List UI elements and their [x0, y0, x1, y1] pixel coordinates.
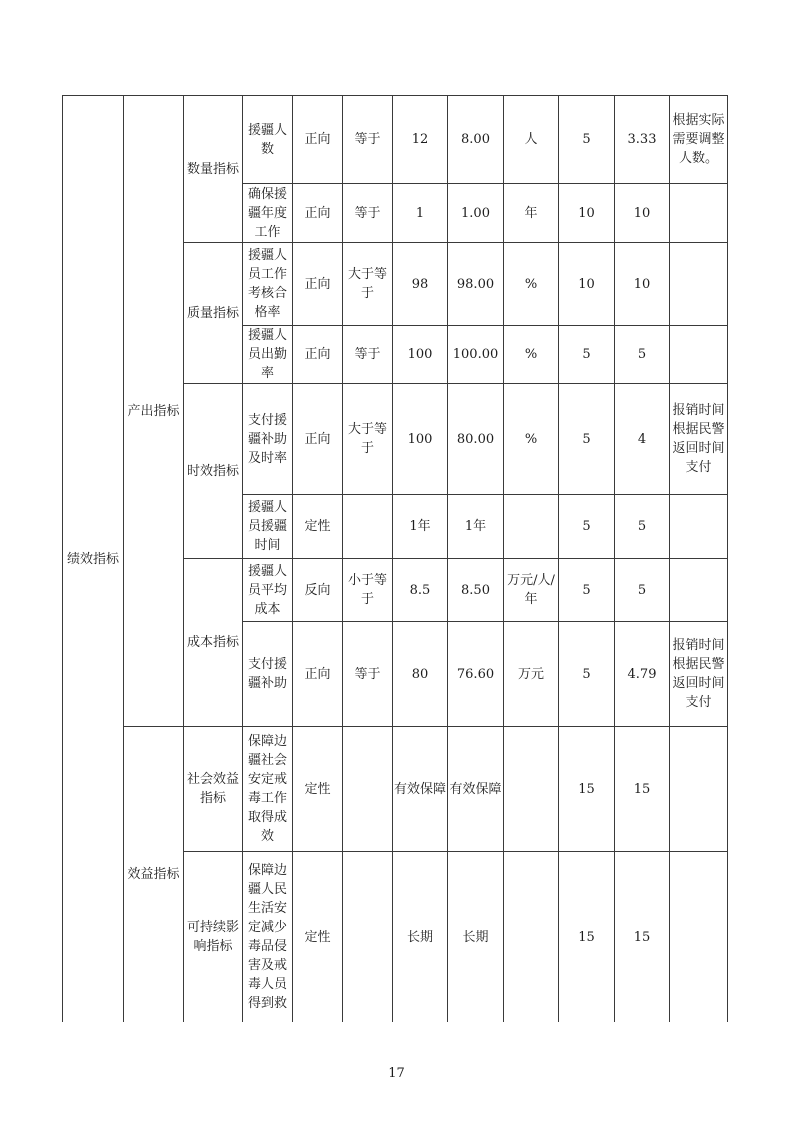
- unit-cell: [504, 727, 559, 852]
- indicator-name-cell: 确保援疆年度工作: [243, 184, 293, 243]
- performance-table-region: [62, 95, 730, 1022]
- operator-cell: 大于等于: [343, 243, 393, 326]
- weight-cell: 5: [559, 384, 615, 495]
- indicator-name-cell: 保障边疆社会安定戒毒工作取得成效: [243, 727, 293, 852]
- level1-label-cell: 绩效指标: [63, 96, 124, 1023]
- direction-cell: 定性: [293, 852, 343, 1023]
- actual-value-cell: 98.00: [448, 243, 504, 326]
- indicator-name-cell: 援疆人员援疆时间: [243, 495, 293, 559]
- score-cell: 4: [615, 384, 670, 495]
- actual-value-cell: 有效保障: [448, 727, 504, 852]
- note-cell: 报销时间根据民警返回时间支付: [670, 384, 728, 495]
- direction-cell: 正向: [293, 184, 343, 243]
- weight-cell: 5: [559, 559, 615, 622]
- actual-value-cell: 1.00: [448, 184, 504, 243]
- unit-cell: [504, 495, 559, 559]
- unit-cell: %: [504, 384, 559, 495]
- note-cell: [670, 326, 728, 384]
- actual-value-cell: 80.00: [448, 384, 504, 495]
- indicator-name-cell: 支付援疆补助: [243, 622, 293, 727]
- indicator-name-cell: 保障边疆人民生活安定减少毒品侵害及戒毒人员得到救: [243, 852, 293, 1023]
- score-cell: 5: [615, 495, 670, 559]
- target-value-cell: 100: [393, 384, 448, 495]
- actual-value-cell: 8.50: [448, 559, 504, 622]
- unit-cell: 万元: [504, 622, 559, 727]
- actual-value-cell: 76.60: [448, 622, 504, 727]
- weight-cell: 15: [559, 727, 615, 852]
- operator-cell: 等于: [343, 96, 393, 184]
- subgroup-social-benefit-label-cell: 社会效益指标: [184, 727, 243, 852]
- subgroup-sustainable-impact-label-cell: 可持续影响指标: [184, 852, 243, 1023]
- note-cell: 报销时间根据民警返回时间支付: [670, 622, 728, 727]
- actual-value-cell: 长期: [448, 852, 504, 1023]
- subgroup-cost-label-cell: 成本指标: [184, 559, 243, 727]
- indicator-name-cell: 支付援疆补助及时率: [243, 384, 293, 495]
- actual-value-cell: 100.00: [448, 326, 504, 384]
- target-value-cell: 8.5: [393, 559, 448, 622]
- note-cell: [670, 495, 728, 559]
- target-value-cell: 1年: [393, 495, 448, 559]
- operator-cell: 等于: [343, 622, 393, 727]
- actual-value-cell: 1年: [448, 495, 504, 559]
- operator-cell: 等于: [343, 184, 393, 243]
- target-value-cell: 长期: [393, 852, 448, 1023]
- unit-cell: 年: [504, 184, 559, 243]
- note-cell: [670, 852, 728, 1023]
- group-benefit-label-cell: 效益指标: [124, 727, 184, 1023]
- score-cell: 10: [615, 243, 670, 326]
- indicator-name-cell: 援疆人数: [243, 96, 293, 184]
- indicator-name-cell: 援疆人员工作考核合格率: [243, 243, 293, 326]
- score-cell: 15: [615, 727, 670, 852]
- subgroup-timeliness-label-cell: 时效指标: [184, 384, 243, 559]
- weight-cell: 5: [559, 326, 615, 384]
- unit-cell: 人: [504, 96, 559, 184]
- page-number: 17: [388, 1066, 405, 1081]
- unit-cell: 万元/人/年: [504, 559, 559, 622]
- indicator-name-cell: 援疆人员出勤率: [243, 326, 293, 384]
- indicator-name-cell: 援疆人员平均成本: [243, 559, 293, 622]
- direction-cell: 定性: [293, 727, 343, 852]
- target-value-cell: 12: [393, 96, 448, 184]
- performance-indicators-table: [62, 95, 728, 1022]
- direction-cell: 定性: [293, 495, 343, 559]
- target-value-cell: 80: [393, 622, 448, 727]
- weight-cell: 10: [559, 184, 615, 243]
- weight-cell: 15: [559, 852, 615, 1023]
- operator-cell: 大于等于: [343, 384, 393, 495]
- note-cell: [670, 559, 728, 622]
- unit-cell: %: [504, 326, 559, 384]
- actual-value-cell: 8.00: [448, 96, 504, 184]
- direction-cell: 正向: [293, 243, 343, 326]
- subgroup-quality-label-cell: 质量指标: [184, 243, 243, 384]
- score-cell: 3.33: [615, 96, 670, 184]
- unit-cell: [504, 852, 559, 1023]
- note-cell: 根据实际需要调整人数。: [670, 96, 728, 184]
- target-value-cell: 有效保障: [393, 727, 448, 852]
- operator-cell: [343, 852, 393, 1023]
- score-cell: 5: [615, 559, 670, 622]
- weight-cell: 5: [559, 96, 615, 184]
- subgroup-quantity-label-cell: 数量指标: [184, 96, 243, 243]
- direction-cell: 正向: [293, 622, 343, 727]
- note-cell: [670, 727, 728, 852]
- weight-cell: 10: [559, 243, 615, 326]
- direction-cell: 正向: [293, 326, 343, 384]
- direction-cell: 反向: [293, 559, 343, 622]
- score-cell: 5: [615, 326, 670, 384]
- target-value-cell: 100: [393, 326, 448, 384]
- note-cell: [670, 184, 728, 243]
- score-cell: 15: [615, 852, 670, 1023]
- table-row: [63, 727, 728, 852]
- operator-cell: [343, 495, 393, 559]
- score-cell: 4.79: [615, 622, 670, 727]
- operator-cell: [343, 727, 393, 852]
- target-value-cell: 1: [393, 184, 448, 243]
- group-output-label-cell: 产出指标: [124, 96, 184, 727]
- unit-cell: %: [504, 243, 559, 326]
- direction-cell: 正向: [293, 96, 343, 184]
- target-value-cell: 98: [393, 243, 448, 326]
- direction-cell: 正向: [293, 384, 343, 495]
- table-row: [63, 96, 728, 184]
- weight-cell: 5: [559, 622, 615, 727]
- score-cell: 10: [615, 184, 670, 243]
- operator-cell: 小于等于: [343, 559, 393, 622]
- operator-cell: 等于: [343, 326, 393, 384]
- note-cell: [670, 243, 728, 326]
- weight-cell: 5: [559, 495, 615, 559]
